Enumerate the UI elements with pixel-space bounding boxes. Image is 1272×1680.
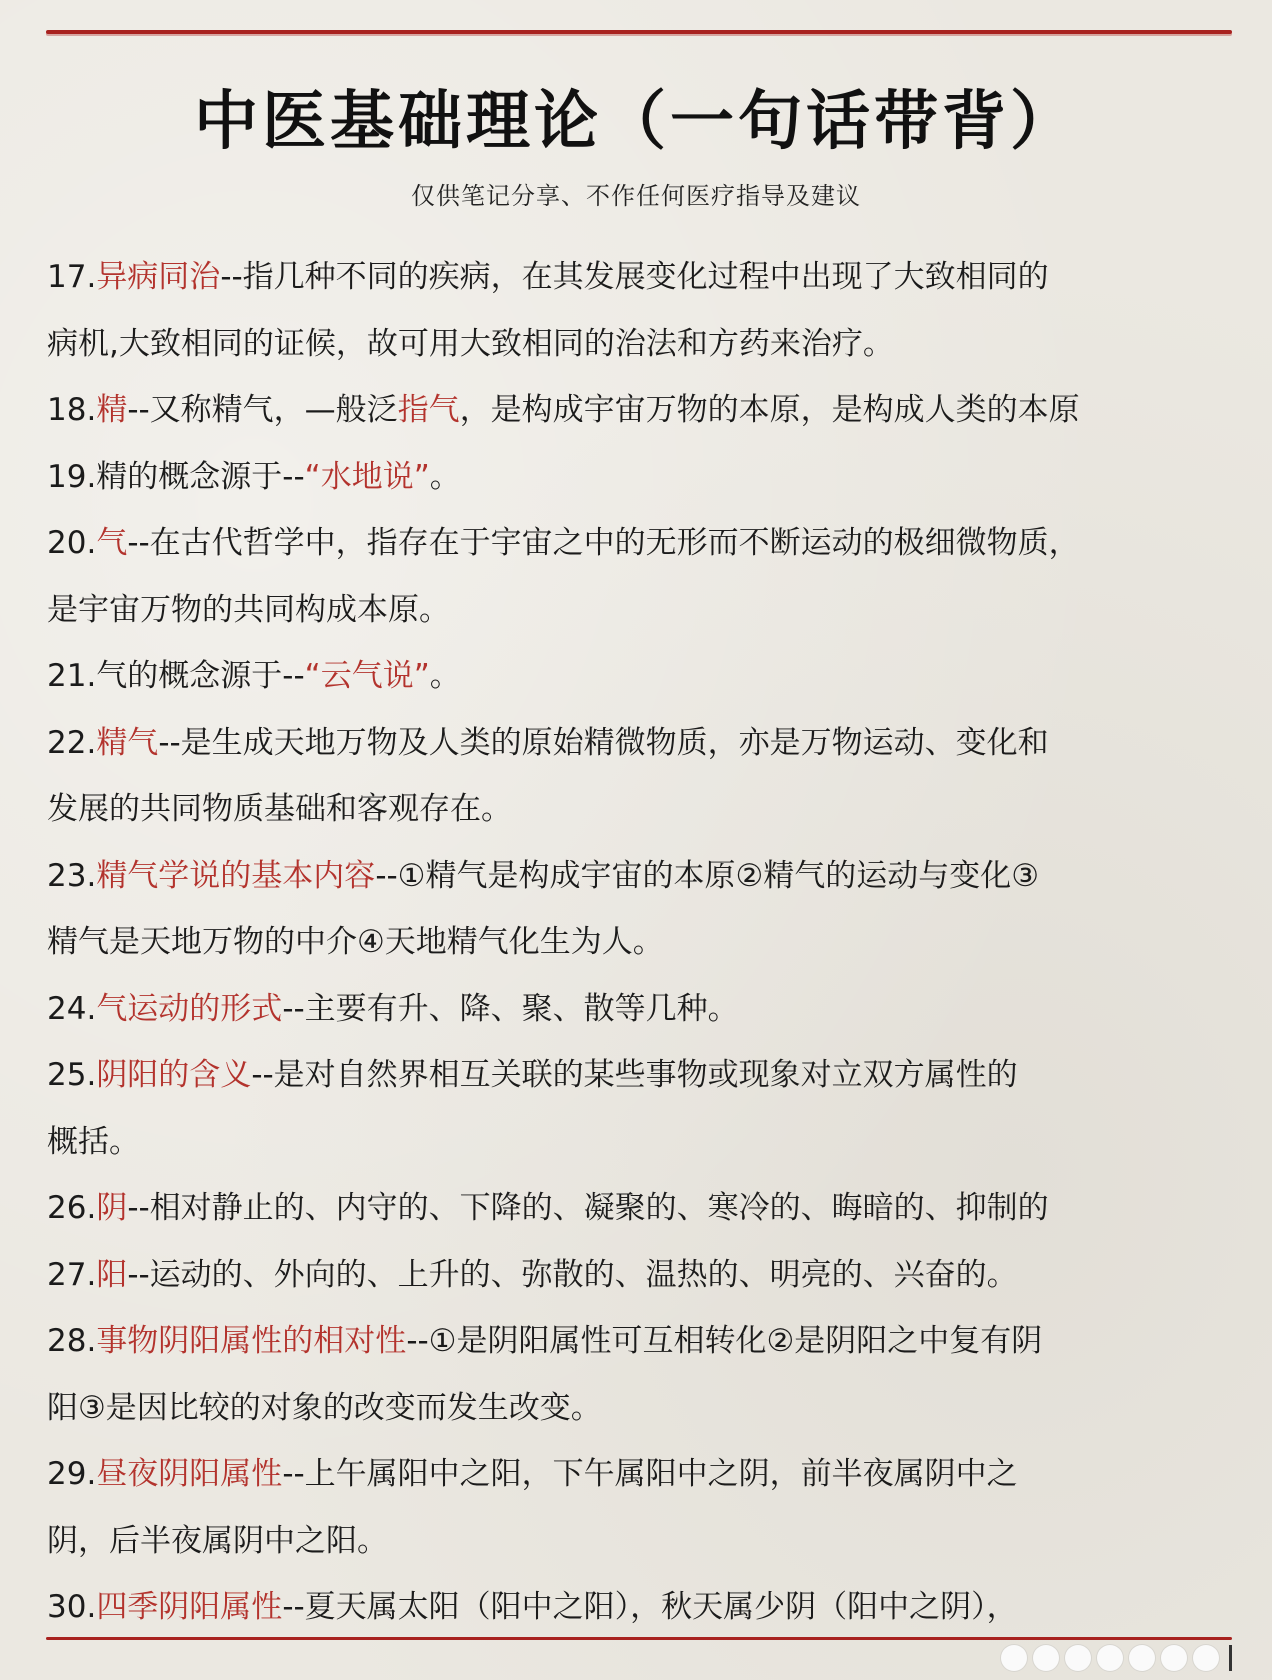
note-text: 26. <box>47 1190 97 1226</box>
note-line <box>47 776 1237 843</box>
note-line <box>47 643 1237 710</box>
bottom-border <box>46 1637 1232 1640</box>
note-text: 精气是天地万物的中介④天地精气化生为人。 <box>47 924 664 960</box>
watermark-dot-icon <box>1033 1645 1059 1671</box>
note-text: --又称精气，—般泛 <box>127 392 398 428</box>
note-text: --相对静止的、内守的、下降的、凝聚的、寒冷的、晦暗的、抑制的 <box>127 1190 1049 1226</box>
highlighted-term: “云气说” <box>304 658 430 694</box>
note-text: 。 <box>429 458 461 495</box>
note-line <box>47 311 1237 378</box>
note-text: ，是构成宇宙万物的本原，是构成人类的本原 <box>459 392 1080 428</box>
note-text: --上午属阳中之阳，下午属阳中之阴，前半夜属阴中之 <box>282 1456 1018 1492</box>
note-line <box>47 1574 1237 1641</box>
note-text: 30. <box>47 1589 97 1625</box>
note-text: 。 <box>429 658 461 694</box>
top-border <box>46 30 1232 34</box>
note-line <box>47 1242 1237 1309</box>
note-text: 29. <box>47 1456 97 1492</box>
note-text: 20. <box>47 525 97 561</box>
watermark-dot-icon <box>1193 1645 1219 1671</box>
highlighted-term: 事物阴阳属性的相对性 <box>96 1323 407 1359</box>
note-line <box>47 377 1237 444</box>
watermark-dot-icon <box>1161 1645 1187 1671</box>
note-line <box>47 510 1237 577</box>
note-text: 27. <box>47 1256 97 1293</box>
highlighted-term: 阴阳的含义 <box>96 1057 252 1093</box>
note-line <box>47 1375 1237 1442</box>
note-text: --是生成天地万物及人类的原始精微物质，亦是万物运动、变化和 <box>158 724 1049 761</box>
note-line <box>47 710 1237 777</box>
highlighted-term: 异病同治 <box>96 259 221 295</box>
highlighted-term: 昼夜阴阳属性 <box>96 1456 283 1492</box>
note-text: 28. <box>47 1323 97 1359</box>
note-text: 18. <box>47 392 97 428</box>
note-text: 19.精的概念源于-- <box>47 458 305 495</box>
note-line <box>47 1308 1237 1375</box>
watermark <box>1001 1642 1232 1674</box>
watermark-bar-icon <box>1229 1645 1232 1671</box>
note-line <box>47 976 1237 1043</box>
note-text: --主要有升、降、聚、散等几种。 <box>282 990 739 1027</box>
note-line <box>47 244 1237 311</box>
note-text: 17. <box>47 259 97 295</box>
highlighted-term: 精气 <box>96 724 159 761</box>
highlighted-term: 指气 <box>397 392 460 428</box>
highlighted-term: 气 <box>96 525 128 561</box>
note-text: --①是阴阳属性可互相转化②是阴阳之中复有阴 <box>406 1323 1043 1359</box>
note-text: 21.气的概念源于-- <box>47 658 305 694</box>
note-text: 病机,大致相同的证候，故可用大致相同的治法和方药来治疗。 <box>47 325 894 362</box>
note-text: 发展的共同物质基础和客观存在。 <box>47 791 512 827</box>
note-text: 概括。 <box>47 1123 140 1160</box>
note-line <box>47 843 1237 910</box>
note-line <box>47 1508 1237 1575</box>
note-line <box>47 577 1237 644</box>
note-text: 25. <box>47 1057 97 1093</box>
note-line <box>47 1042 1237 1109</box>
highlighted-term: 阴 <box>96 1190 128 1226</box>
note-text: --在古代哲学中，指存在于宇宙之中的无形而不断运动的极细微物质， <box>127 525 1080 561</box>
notes-list <box>47 244 1237 1641</box>
watermark-dot-icon <box>1065 1645 1091 1671</box>
highlighted-term: 精 <box>96 392 128 428</box>
note-text: 24. <box>47 990 97 1027</box>
watermark-dot-icon <box>1001 1645 1027 1671</box>
note-text: 阴，后半夜属阴中之阳。 <box>47 1522 388 1559</box>
note-text: 阳③是因比较的对象的改变而发生改变。 <box>47 1389 602 1426</box>
note-text: 23. <box>47 857 97 894</box>
note-text: 是宇宙万物的共同构成本原。 <box>47 591 450 628</box>
note-text: --指几种不同的疾病，在其发展变化过程中出现了大致相同的 <box>220 259 1049 295</box>
note-line <box>47 1441 1237 1508</box>
page-subtitle: 仅供笔记分享、不作任何医疗指导及建议 <box>411 182 861 210</box>
watermark-dot-icon <box>1129 1645 1155 1671</box>
note-text: 22. <box>47 724 97 761</box>
watermark-dot-icon <box>1097 1645 1123 1671</box>
note-line <box>47 1175 1237 1242</box>
highlighted-term: 气运动的形式 <box>96 990 283 1027</box>
note-text: --运动的、外向的、上升的、弥散的、温热的、明亮的、兴奋的。 <box>127 1256 1018 1293</box>
highlighted-term: 精气学说的基本内容 <box>96 857 376 894</box>
note-line <box>47 444 1237 511</box>
note-text: --①精气是构成宇宙的本原②精气的运动与变化③ <box>375 857 1040 894</box>
note-text: --是对自然界相互关联的某些事物或现象对立双方属性的 <box>251 1057 1018 1093</box>
note-text: --夏天属太阳（阳中之阳），秋天属少阴（阳中之阴）， <box>282 1589 1018 1625</box>
highlighted-term: 阳 <box>96 1256 128 1293</box>
page-title: 中医基础理论（一句话带背） <box>194 85 1078 159</box>
note-line <box>47 1109 1237 1176</box>
highlighted-term: “水地说” <box>304 458 430 495</box>
note-line <box>47 909 1237 976</box>
highlighted-term: 四季阴阳属性 <box>96 1589 283 1625</box>
